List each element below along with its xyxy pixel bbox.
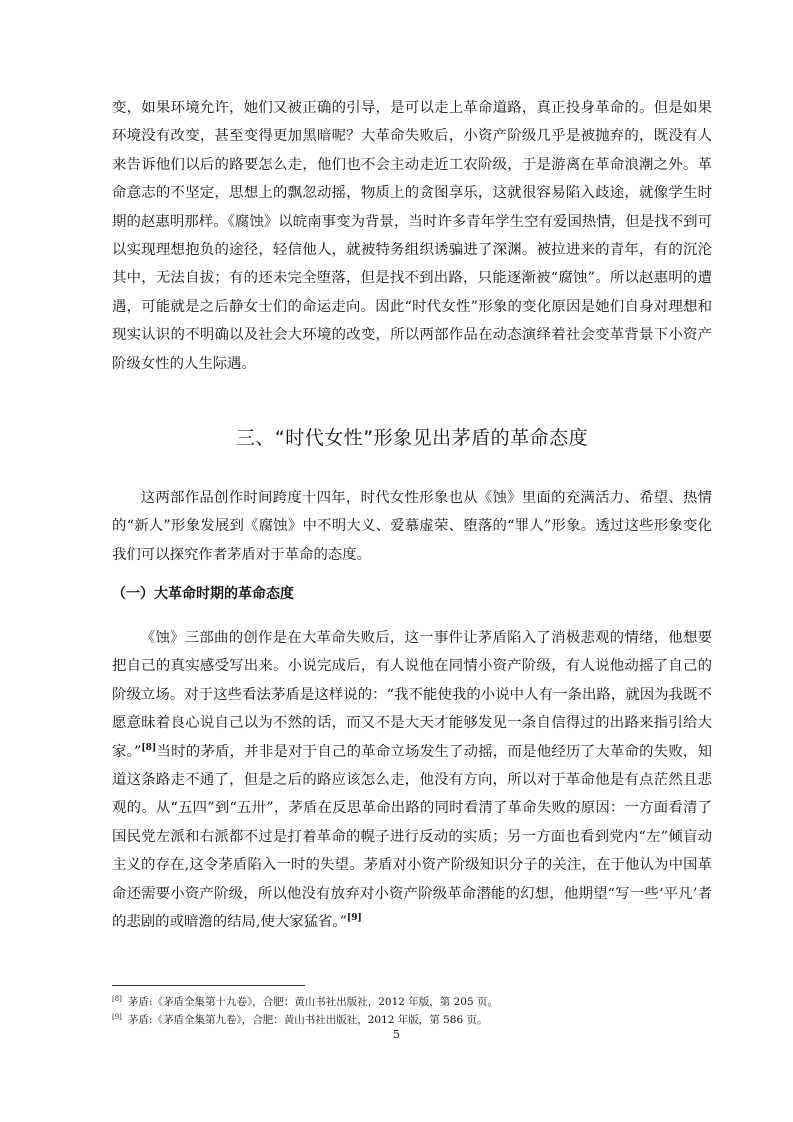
- footnote-marker: [8]: [112, 994, 122, 1003]
- body-paragraph: 这两部作品创作时间跨度十四年，时代女性形象也从《蚀》里面的充满活力、希望、热情的“新人”形象发展到《腐蚀》中不明大义、爱慕虚荣、堕落的“罪人”形象。透过这些形象变化我们可以探究作者茅盾对于革命的态度。: [112, 490, 712, 563]
- section-heading: 三、“时代女性”形象见出茅盾的革命态度: [235, 427, 589, 449]
- body-paragraph: 变，如果环境允许，她们又被正确的引导，是可以走上革命道路，真正投身革命的。但是如果环境没有改变，甚至变得更加黑暗呢？大革命失败后，小资产阶级几乎是被抛弃的，既没有人来告诉他们以后的路要怎么走，他们也不会主动走近工农阶级，于是游离在革命浪潮之外。革命意志的不坚定，思想上的飘忽动摇，物质上的贪图享乐，这就很容易陷入歧途，就像学生时期的赵惠明那样。《腐蚀》以皖南事变为背景，当时许多青年学生空有爱国热情，但是找不到可以实现理想抱负的途径，轻信他人，就被特务组织诱骗进了深渊。被拉进来的青年，有的沉沦其中，无法自拔；有的还未完全堕落，但是找不到出路，只能逐渐被“腐蚀”。所以赵惠明的遭遇，可能就是之后静女士们的命运走向。因此“时代女性”形象的变化原因是她们自身对理想和现实认识的不明确以及社会大环境的改变，所以两部作品在动态演绎着社会变革背景下小资产阶级女性的人生际遇。: [112, 100, 712, 372]
- citation-marker[interactable]: [8]: [141, 742, 157, 753]
- footnote-item: [112, 1011, 712, 1029]
- footnote-separator: [112, 985, 305, 986]
- paragraph-text: 当时的茅盾，并非是对于自己的革命立场发生了动摇，而是他经历了大革命的失败，知道这条路走不通了，但是之后的路应该怎么走，他没有方向，所以对于革命他是有点茫然且悲观的。从“五四”到“五卅”，茅盾在反思革命出路的同时看清了革命失败的原因：一方面看清了国民党左派和右派都不过是打着革命的幌子进行反动的实质；另一方面也看到党内“左”倾盲动主义的存在,这令茅盾陷入一时的失望。茅盾对小资产阶级知识分子的关注，在于他认为中国革命还需要小资产阶级，所以他没有放弃对小资产阶级革命潜能的幻想，他期望“写一些‘平凡’者的悲剧的或暗澹的结局,使大家猛省。”: [112, 743, 712, 931]
- body-paragraph: [112, 624, 712, 936]
- subsection-heading: （一）大革命时期的革命态度: [112, 586, 294, 602]
- footnote-text: 茅盾:《茅盾全集第十九卷》，合肥：黄山书社出版社，2012 年版，第 205 页。: [127, 996, 498, 1008]
- citation-marker[interactable]: [9]: [346, 913, 362, 924]
- footnote-text: 茅盾:《茅盾全集第九卷》，合肥：黄山书社出版社，2012 年版，第 586 页。: [127, 1014, 488, 1026]
- footnote-item: [112, 993, 712, 1011]
- page-number: 5: [393, 1028, 400, 1041]
- footnote-marker: [9]: [112, 1012, 122, 1021]
- footnote-list: [112, 993, 712, 1029]
- paragraph-text: 《蚀》三部曲的创作是在大革命失败后，这一事件让茅盾陷入了消极悲观的情绪，他想要把自己的真实感受写出来。小说完成后，有人说他在同情小资产阶级，有人说他动摇了自己的阶级立场。对于这些看法茅盾是这样说的：“我不能使我的小说中人有一条出路，就因为我既不愿意昧着良心说自己以为不然的话，而又不是大天才能够发见一条自信得过的出路来指引给大家。”: [112, 630, 712, 760]
